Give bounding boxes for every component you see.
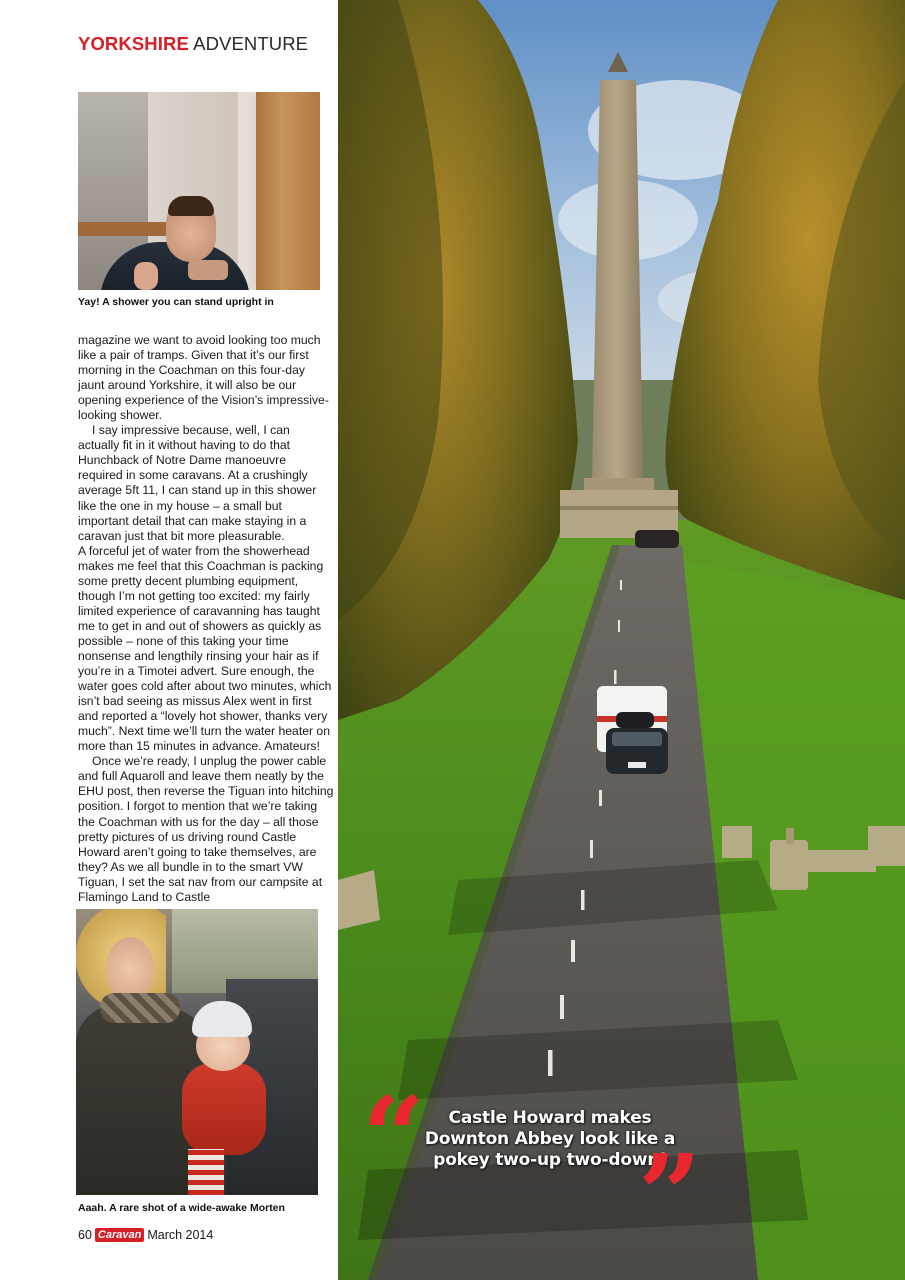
article-paragraph: magazine we want to avoid looking too much like a pair of tramps. Given that it’s our first morning in the Coachman on this four-day jaunt around Yorkshire, it will also be our opening experience of the Vision’s impressive-looking shower. (78, 333, 329, 423)
article-paragraph: I say impressive because, well, I can actually fit in it without having to do that Hunchback of Notre Dame manoeuvre required in some caravans. At a crushingly average 5ft 11, I can stand up in this shower like the one in my house – a small but important detail that can make staying in a caravan just that bit more pleasurable. (78, 423, 317, 543)
baby-photo (76, 909, 318, 1195)
baby-photo-caption: Aaah. A rare shot of a wide-awake Morten (78, 1202, 285, 1214)
shower-photo (78, 92, 320, 290)
article-body (78, 333, 334, 905)
issue-date: March 2014 (147, 1228, 214, 1242)
close-quote-icon: ” (638, 1130, 702, 1259)
section-title (78, 33, 308, 55)
open-quote-icon: “ (362, 1072, 426, 1201)
article-paragraph: Once we’re ready, I unplug the power cable and full Aquaroll and leave them neatly by the EHU post, then reverse the Tiguan into hitching position. I forgot to mention that we’re taking the Coachman with us for the day – all those pretty pictures of us driving round Castle Howard aren’t going to take themselves, are they? As we all bundle in to the smart VW Tiguan, I set the sat nav from our campsite at Flamingo Land to Castle (78, 754, 334, 904)
section-title-accent: YORKSHIRE (78, 33, 189, 54)
section-title-rest: ADVENTURE (193, 33, 309, 54)
article-paragraph: A forceful jet of water from the showerhead makes me feel that this Coachman is packing some pretty decent plumbing equipment, though I’m not getting too excited: my fairly limited experience of caravanning has taught me to get in and out of showers as quickly as possible – none of this taking your time nonsense and lengthily rinsing your hair as if you’re in a Timotei advert. Sure enough, the water goes cold after about two minutes, which isn’t bad seeing as missus Alex went in first and reported a “lovely hot shower, thanks very much”. Next time we’ll turn the water heater on more than 15 minutes in advance. Amateurs! (78, 543, 332, 754)
shower-photo-caption: Yay! A shower you can stand upright in (78, 296, 274, 308)
pull-quote: Castle Howard makes Downton Abbey look like a pokey two-up two-down! (424, 1108, 676, 1170)
page-footer (78, 1228, 213, 1242)
page-number: 60 (78, 1228, 92, 1242)
magazine-logo: Caravan (95, 1228, 144, 1242)
